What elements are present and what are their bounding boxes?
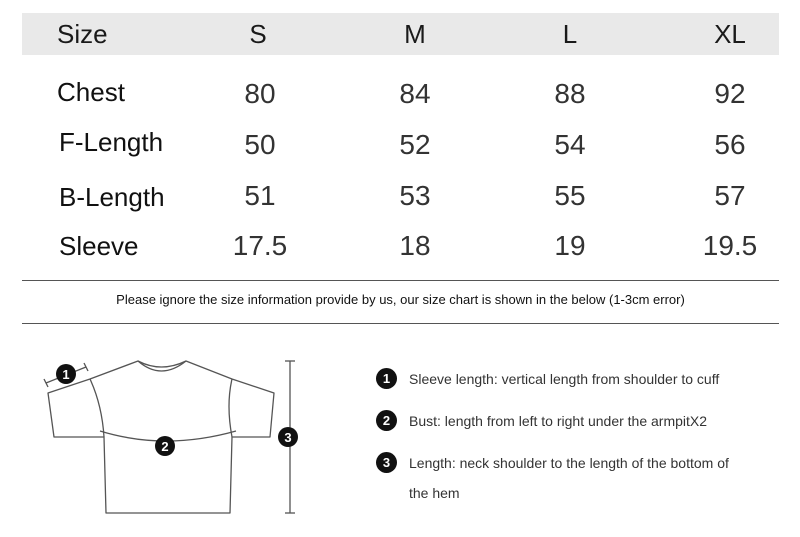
size-header-xl: XL [714,19,746,49]
size-header-label: Size [57,19,108,49]
sleeve-seam-right [229,379,232,437]
legend-item-bust [376,412,729,436]
svg-text:2: 2 [161,439,169,454]
row-label-sleeve: Sleeve [59,231,139,261]
table-cell: 57 [714,180,746,211]
table-cell: 51 [244,180,276,211]
size-header-s: S [249,19,267,49]
table-cell: 17.5 [232,230,288,261]
svg-text:1: 1 [62,367,70,382]
row-label-b-length: B-Length [59,182,165,212]
size-note: Please ignore the size information provide by us, our size chart is shown in the below (1-3cm error) [116,292,685,307]
divider-bottom [22,323,779,324]
table-cell: 53 [399,180,431,211]
size-header-m: M [404,19,426,49]
legend-badge: 2 [376,410,397,431]
diagram-marker-3 [278,427,298,447]
table-cell: 52 [399,129,431,160]
table-cell: 56 [714,129,746,160]
size-header-l: L [562,19,578,49]
table-cell: 19.5 [702,230,758,261]
sleeve-seam-left [90,379,104,437]
row-label-f-length: F-Length [59,127,164,157]
table-cell: 80 [244,78,276,109]
diagram-marker-2 [155,436,175,456]
legend-text: Bust: length from left to right under the armpitX2 [409,413,708,429]
table-cell: 18 [399,230,431,261]
table-cell: 55 [554,180,586,211]
svg-text:3: 3 [284,430,292,445]
legend-text: Sleeve length: vertical length from shoulder to cuff [409,371,720,387]
table-cell: 50 [244,129,276,160]
legend-badge: 1 [376,368,397,389]
table-cell: 88 [554,78,586,109]
table-cell: 92 [714,78,746,109]
legend-item-sleeve [376,370,729,394]
diagram-marker-1 [56,364,76,384]
legend-text: Length: neck shoulder to the length of the bottom of the hem [409,455,729,501]
table-cell: 84 [399,78,431,109]
legend-badge: 3 [376,452,397,473]
tshirt-diagram [40,355,310,520]
table-cell: 19 [554,230,586,261]
table-cell: 54 [554,129,586,160]
tshirt-collar [138,361,186,371]
legend-item-length [376,454,729,508]
row-label-chest: Chest [57,77,125,107]
divider-top [22,280,779,281]
